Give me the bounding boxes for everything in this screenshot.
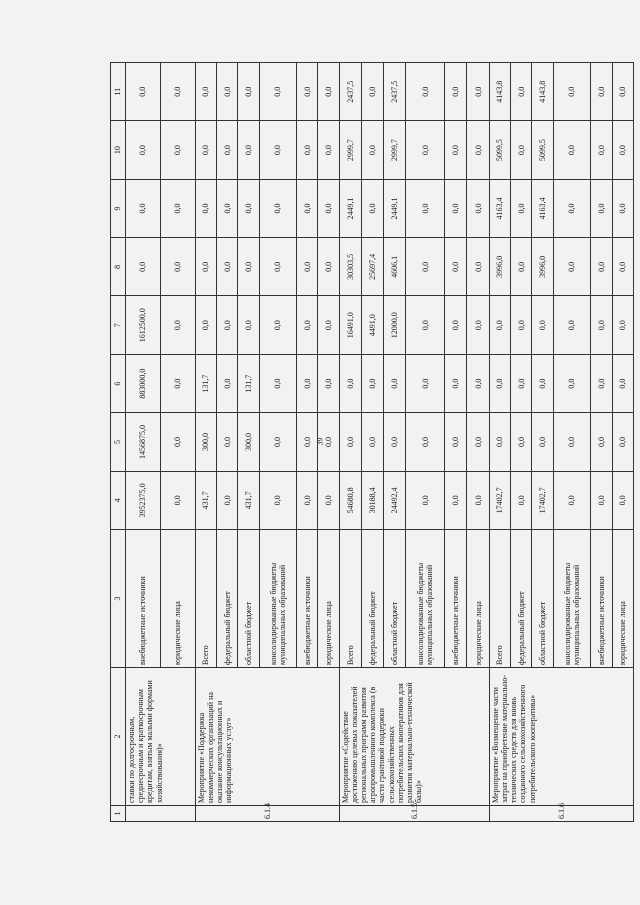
value-cell: 0,0 xyxy=(318,63,339,121)
value-cell: 0,0 xyxy=(160,413,195,471)
value-cell: 0,0 xyxy=(553,121,590,179)
table-body xyxy=(126,63,634,822)
measure-name: ставки по долгосрочным, среднесрочным и краткосрочным кредитам, взятым малыми формами хозяйствования)» xyxy=(126,668,196,806)
value-cell: 0,0 xyxy=(318,238,339,296)
table-row xyxy=(339,63,361,822)
value-cell: 0,0 xyxy=(467,413,489,471)
value-cell: 4606,1 xyxy=(384,238,406,296)
value-cell: 0,0 xyxy=(216,413,237,471)
column-number-row xyxy=(111,63,126,822)
value-cell: 0,0 xyxy=(160,471,195,529)
value-cell: 0,0 xyxy=(160,238,195,296)
value-cell: 0,0 xyxy=(259,296,296,354)
value-cell: 0,0 xyxy=(406,63,445,121)
value-cell: 0,0 xyxy=(445,121,467,179)
value-cell: 0,0 xyxy=(195,296,216,354)
value-cell: 5099,5 xyxy=(489,121,510,179)
column-number-header: 7 xyxy=(111,296,126,354)
budget-table xyxy=(110,62,634,822)
value-cell: 0,0 xyxy=(467,354,489,412)
value-cell: 0,0 xyxy=(126,121,161,179)
value-cell: 54680,8 xyxy=(339,471,361,529)
value-cell: 0,0 xyxy=(160,121,195,179)
value-cell: 0,0 xyxy=(591,179,612,237)
value-cell: 0,0 xyxy=(318,296,339,354)
value-cell: 3996,0 xyxy=(489,238,510,296)
value-cell: 0,0 xyxy=(553,296,590,354)
funding-source: Всего xyxy=(489,530,510,668)
value-cell: 0,0 xyxy=(297,121,318,179)
value-cell: 0,0 xyxy=(445,296,467,354)
value-cell: 0,0 xyxy=(216,63,237,121)
value-cell: 4163,4 xyxy=(489,179,510,237)
value-cell: 0,0 xyxy=(216,121,237,179)
value-cell: 0,0 xyxy=(612,471,633,529)
value-cell: 2449,1 xyxy=(384,179,406,237)
value-cell: 1612500,0 xyxy=(126,296,161,354)
funding-source: Всего xyxy=(339,530,361,668)
funding-source: федеральный бюджет xyxy=(511,530,532,668)
value-cell: 0,0 xyxy=(318,121,339,179)
value-cell: 0,0 xyxy=(238,179,259,237)
value-cell: 0,0 xyxy=(553,471,590,529)
value-cell: 0,0 xyxy=(511,471,532,529)
value-cell: 0,0 xyxy=(160,296,195,354)
measure-name: Мероприятие «Содействие достижению целевых показателей региональных программ развития агропромышленного комплекса (в части грантовой поддержки сельскохозяйственных потребительских кооперативов для развития материально-технической базы)» xyxy=(339,668,489,806)
value-cell: 0,0 xyxy=(467,238,489,296)
value-cell: 3996,0 xyxy=(532,238,553,296)
value-cell: 30303,5 xyxy=(339,238,361,296)
value-cell: 0,0 xyxy=(467,121,489,179)
value-cell: 0,0 xyxy=(297,179,318,237)
value-cell: 0,0 xyxy=(467,179,489,237)
value-cell: 2437,5 xyxy=(384,63,406,121)
value-cell: 0,0 xyxy=(238,63,259,121)
funding-source: Всего xyxy=(195,530,216,668)
value-cell: 883000,0 xyxy=(126,354,161,412)
value-cell: 0,0 xyxy=(591,238,612,296)
value-cell: 4143,8 xyxy=(532,63,553,121)
value-cell: 0,0 xyxy=(216,354,237,412)
value-cell: 0,0 xyxy=(318,471,339,529)
value-cell: 0,0 xyxy=(445,471,467,529)
value-cell: 0,0 xyxy=(361,413,383,471)
funding-source: консолидированные бюджеты муниципальных образований xyxy=(406,530,445,668)
value-cell: 0,0 xyxy=(361,354,383,412)
funding-source: областной бюджет xyxy=(384,530,406,668)
value-cell: 0,0 xyxy=(297,238,318,296)
value-cell: 0,0 xyxy=(489,354,510,412)
value-cell: 431,7 xyxy=(195,471,216,529)
value-cell: 30188,4 xyxy=(361,471,383,529)
value-cell: 24492,4 xyxy=(384,471,406,529)
value-cell: 0,0 xyxy=(318,179,339,237)
value-cell: 0,0 xyxy=(361,121,383,179)
value-cell: 0,0 xyxy=(445,413,467,471)
value-cell: 0,0 xyxy=(612,296,633,354)
value-cell: 131,7 xyxy=(238,354,259,412)
value-cell: 0,0 xyxy=(445,238,467,296)
value-cell: 1456875,0 xyxy=(126,413,161,471)
value-cell: 0,0 xyxy=(361,63,383,121)
value-cell: 0,0 xyxy=(553,354,590,412)
value-cell: 0,0 xyxy=(406,179,445,237)
value-cell: 2999,7 xyxy=(384,121,406,179)
value-cell: 25697,4 xyxy=(361,238,383,296)
value-cell: 0,0 xyxy=(532,354,553,412)
value-cell: 0,0 xyxy=(467,296,489,354)
column-number-header: 11 xyxy=(111,63,126,121)
funding-source: внебюджетные источники xyxy=(591,530,612,668)
value-cell: 0,0 xyxy=(297,63,318,121)
value-cell: 0,0 xyxy=(259,471,296,529)
value-cell: 0,0 xyxy=(339,413,361,471)
value-cell: 0,0 xyxy=(612,238,633,296)
value-cell: 0,0 xyxy=(259,413,296,471)
column-number-header: 6 xyxy=(111,354,126,412)
value-cell: 0,0 xyxy=(160,63,195,121)
value-cell: 0,0 xyxy=(406,471,445,529)
column-number-header: 8 xyxy=(111,238,126,296)
value-cell: 0,0 xyxy=(467,471,489,529)
value-cell: 0,0 xyxy=(553,238,590,296)
value-cell: 0,0 xyxy=(553,413,590,471)
value-cell: 0,0 xyxy=(238,238,259,296)
value-cell: 0,0 xyxy=(126,238,161,296)
funding-source: областной бюджет xyxy=(238,530,259,668)
value-cell: 0,0 xyxy=(532,296,553,354)
value-cell: 0,0 xyxy=(406,296,445,354)
value-cell: 0,0 xyxy=(297,354,318,412)
value-cell: 0,0 xyxy=(511,179,532,237)
value-cell: 17402,7 xyxy=(532,471,553,529)
value-cell: 0,0 xyxy=(489,413,510,471)
value-cell: 0,0 xyxy=(511,354,532,412)
value-cell: 5099,5 xyxy=(532,121,553,179)
value-cell: 0,0 xyxy=(259,121,296,179)
value-cell: 0,0 xyxy=(384,413,406,471)
value-cell: 16491,0 xyxy=(339,296,361,354)
value-cell: 2449,1 xyxy=(339,179,361,237)
value-cell: 0,0 xyxy=(238,121,259,179)
value-cell: 0,0 xyxy=(511,121,532,179)
measure-name: Мероприятие «Поддержка некоммерческих организаций на оказание консультационных и информационных услуг» xyxy=(195,668,339,806)
value-cell: 0,0 xyxy=(591,63,612,121)
funding-source: федеральный бюджет xyxy=(361,530,383,668)
value-cell: 0,0 xyxy=(553,179,590,237)
value-cell: 0,0 xyxy=(160,354,195,412)
value-cell: 0,0 xyxy=(195,63,216,121)
value-cell: 0,0 xyxy=(591,354,612,412)
value-cell: 0,0 xyxy=(297,471,318,529)
column-number-header: 1 xyxy=(111,806,126,822)
value-cell: 0,0 xyxy=(318,354,339,412)
value-cell: 0,0 xyxy=(384,354,406,412)
value-cell: 0,0 xyxy=(339,354,361,412)
value-cell: 300,0 xyxy=(238,413,259,471)
column-number-header: 10 xyxy=(111,121,126,179)
value-cell: 12000,0 xyxy=(384,296,406,354)
value-cell: 0,0 xyxy=(216,471,237,529)
table-row xyxy=(126,63,161,822)
value-cell: 0,0 xyxy=(612,179,633,237)
value-cell: 4143,8 xyxy=(489,63,510,121)
value-cell: 0,0 xyxy=(553,63,590,121)
column-number-header: 2 xyxy=(111,668,126,806)
value-cell: 0,0 xyxy=(511,413,532,471)
measure-name: Мероприятие «Возмещение части затрат на приобретение материально-технических средств для вновь созданного сельскохозяйственного потребительского кооператива» xyxy=(489,668,633,806)
value-cell: 0,0 xyxy=(612,413,633,471)
value-cell: 300,0 xyxy=(195,413,216,471)
funding-source: областной бюджет xyxy=(532,530,553,668)
funding-source: внебюджетные источники xyxy=(126,530,161,668)
value-cell: 0,0 xyxy=(511,63,532,121)
value-cell: 0,0 xyxy=(259,354,296,412)
value-cell: 2999,7 xyxy=(339,121,361,179)
row-code: 6.1.6 xyxy=(489,806,633,822)
column-number-header: 3 xyxy=(111,530,126,668)
value-cell: 3952375,0 xyxy=(126,471,161,529)
funding-source: юридические лица xyxy=(318,530,339,668)
value-cell: 0,0 xyxy=(532,413,553,471)
funding-source: юридические лица xyxy=(160,530,195,668)
value-cell: 0,0 xyxy=(297,413,318,471)
value-cell: 0,0 xyxy=(216,238,237,296)
column-number-header: 5 xyxy=(111,413,126,471)
value-cell: 0,0 xyxy=(318,413,339,471)
value-cell: 0,0 xyxy=(406,121,445,179)
value-cell: 0,0 xyxy=(195,121,216,179)
value-cell: 0,0 xyxy=(406,238,445,296)
value-cell: 0,0 xyxy=(591,413,612,471)
column-number-header: 4 xyxy=(111,471,126,529)
value-cell: 0,0 xyxy=(445,179,467,237)
value-cell: 0,0 xyxy=(445,63,467,121)
table-row xyxy=(195,63,216,822)
value-cell: 4491,0 xyxy=(361,296,383,354)
funding-source: внебюджетные источники xyxy=(297,530,318,668)
value-cell: 0,0 xyxy=(406,413,445,471)
funding-source: внебюджетные источники xyxy=(445,530,467,668)
value-cell: 0,0 xyxy=(195,179,216,237)
value-cell: 0,0 xyxy=(238,296,259,354)
table-row xyxy=(489,63,510,822)
value-cell: 0,0 xyxy=(195,238,216,296)
value-cell: 4163,4 xyxy=(532,179,553,237)
value-cell: 0,0 xyxy=(511,238,532,296)
column-number-header: 9 xyxy=(111,179,126,237)
funding-source: консолидированные бюджеты муниципальных образований xyxy=(553,530,590,668)
value-cell: 0,0 xyxy=(612,63,633,121)
value-cell: 0,0 xyxy=(591,471,612,529)
value-cell: 0,0 xyxy=(612,354,633,412)
funding-source: юридические лица xyxy=(467,530,489,668)
value-cell: 0,0 xyxy=(511,296,532,354)
value-cell: 0,0 xyxy=(467,63,489,121)
row-code: 6.1.5 xyxy=(339,806,489,822)
value-cell: 0,0 xyxy=(489,296,510,354)
value-cell: 0,0 xyxy=(591,121,612,179)
funding-source: федеральный бюджет xyxy=(216,530,237,668)
value-cell: 2437,5 xyxy=(339,63,361,121)
value-cell: 431,7 xyxy=(238,471,259,529)
value-cell: 17402,7 xyxy=(489,471,510,529)
value-cell: 0,0 xyxy=(126,63,161,121)
funding-source: юридические лица xyxy=(612,530,633,668)
value-cell: 0,0 xyxy=(361,179,383,237)
value-cell: 0,0 xyxy=(216,296,237,354)
value-cell: 0,0 xyxy=(612,121,633,179)
value-cell: 0,0 xyxy=(591,296,612,354)
page-number: 39 xyxy=(315,437,325,446)
row-code-cell xyxy=(126,806,196,822)
funding-source: консолидированные бюджеты муниципальных образований xyxy=(259,530,296,668)
value-cell: 0,0 xyxy=(259,179,296,237)
value-cell: 0,0 xyxy=(445,354,467,412)
value-cell: 0,0 xyxy=(160,179,195,237)
value-cell: 0,0 xyxy=(259,238,296,296)
row-code: 6.1.4 xyxy=(195,806,339,822)
value-cell: 0,0 xyxy=(297,296,318,354)
value-cell: 131,7 xyxy=(195,354,216,412)
value-cell: 0,0 xyxy=(216,179,237,237)
value-cell: 0,0 xyxy=(259,63,296,121)
rotated-page-content xyxy=(110,62,634,822)
value-cell: 0,0 xyxy=(126,179,161,237)
value-cell: 0,0 xyxy=(406,354,445,412)
